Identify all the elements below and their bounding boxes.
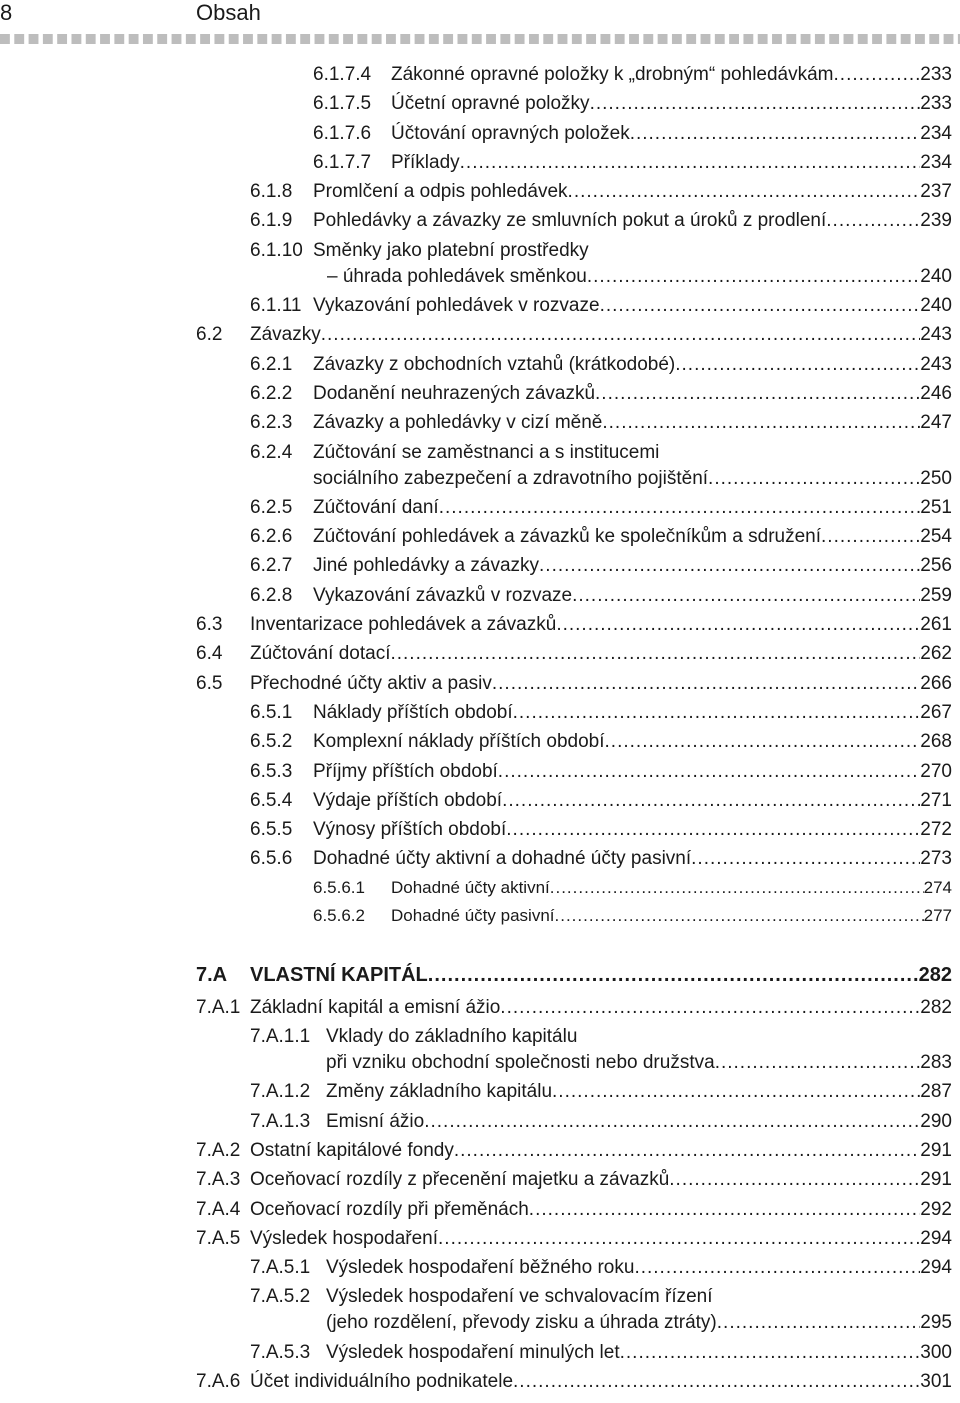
toc-entry-page: 243 [920, 324, 952, 346]
toc-entry-page: 234 [920, 151, 952, 173]
toc-entry-title: Závazky [250, 324, 321, 346]
toc-entry[interactable] [0, 962, 960, 988]
toc-entry-leader [250, 1197, 952, 1223]
toc-entry-number: 6.2.4 [250, 441, 293, 463]
dot-leader [595, 381, 920, 407]
toc-entry-leader [326, 1340, 952, 1366]
toc-entry-number: 6.5.3 [250, 760, 293, 782]
toc-entry-leader [313, 352, 952, 378]
page-header [0, 0, 960, 44]
toc-entry-title: Výsledek hospodaření běžného roku [326, 1257, 635, 1279]
toc-entry-number: 6.1.11 [250, 295, 302, 317]
toc-entry-number: 6.5.4 [250, 789, 293, 811]
toc-entry-leader [326, 1255, 952, 1281]
toc-entry-title: Účtování opravných položek [391, 122, 630, 144]
toc-entry-leader [250, 671, 952, 697]
toc-entry-number: 6.2.3 [250, 412, 293, 434]
dot-leader [502, 788, 920, 814]
toc-entry-number: 7.A.5.3 [250, 1341, 311, 1363]
toc-entry-number: 6.1.9 [250, 210, 293, 232]
toc-entry[interactable] [0, 1024, 960, 1076]
toc-entry-number: 6.5.6 [250, 848, 293, 870]
toc-entry-leader [313, 179, 952, 205]
toc-entry-title: Základní kapitál a emisní ážio [250, 996, 501, 1018]
toc-entry-title: Emisní ážio [326, 1110, 425, 1132]
toc-entry[interactable] [0, 91, 960, 117]
toc-entry[interactable] [0, 62, 960, 88]
toc-entry-title: Závazky a pohledávky v cizí měně [313, 412, 603, 434]
dot-leader [572, 583, 920, 609]
toc-entry[interactable] [0, 846, 960, 872]
toc-entry-number: 7.A.1.2 [250, 1081, 311, 1103]
toc-entry[interactable] [0, 1138, 960, 1164]
toc-entry-number: 7.A.1.1 [250, 1026, 311, 1048]
toc-entry-leader [313, 466, 952, 492]
dot-leader [498, 759, 921, 785]
toc-entry-number: 6.5.6.2 [313, 905, 365, 925]
toc-entry[interactable] [0, 641, 960, 667]
toc-entry-number: 6.1.7.6 [313, 122, 372, 144]
dot-leader [568, 179, 921, 205]
toc-entry-page: 233 [920, 64, 952, 85]
toc-entry-title: Změny základního kapitálu [326, 1081, 553, 1103]
toc-entry-number: 6.2.1 [250, 353, 293, 375]
toc-entry-number: 7.A.1 [196, 996, 241, 1018]
toc-entry[interactable] [0, 381, 960, 407]
toc-entry-page: 273 [920, 848, 952, 870]
toc-entry-number: 7.A.5.2 [250, 1286, 311, 1308]
toc-entry-title: Inventarizace pohledávek a závazků [250, 614, 557, 636]
toc-entry-leader [326, 1050, 952, 1076]
dot-leader [587, 264, 920, 290]
toc-entry-title: při vzniku obchodní společnosti nebo družstva [326, 1052, 715, 1074]
toc-entry-leader [313, 817, 952, 843]
toc-entry-page: 246 [920, 382, 952, 404]
dot-leader [513, 1369, 920, 1395]
running-title: Obsah [196, 0, 261, 25]
toc-entry[interactable] [0, 238, 960, 290]
dot-leader [826, 208, 920, 234]
toc-entry-leader [313, 293, 952, 319]
toc-entry-page: 261 [920, 614, 952, 636]
toc-entry-number: 7.A.2 [196, 1139, 241, 1161]
decorative-square-rule [0, 34, 960, 44]
toc-entry-title: VLASTNÍ KAPITÁL [250, 963, 428, 986]
toc-entry-number: 7.A.6 [196, 1371, 241, 1393]
dot-leader [321, 322, 921, 348]
toc-entry-number: 6.2.5 [250, 496, 293, 518]
dot-leader [605, 729, 921, 755]
toc-entry[interactable] [0, 729, 960, 755]
toc-entry-leader [313, 700, 952, 726]
dot-leader [556, 612, 920, 638]
toc-entry-title: Účetní opravné položky [391, 93, 590, 115]
toc-entry[interactable] [0, 612, 960, 638]
toc-entry-page: 240 [920, 265, 952, 287]
toc-entry-page: 271 [920, 789, 952, 811]
toc-entry-page: 239 [920, 210, 952, 232]
dot-leader [390, 641, 920, 667]
dot-leader [552, 1079, 920, 1105]
toc-entry-number: 6.2 [196, 324, 223, 346]
dot-leader [620, 1340, 921, 1366]
toc-entry[interactable] [0, 179, 960, 205]
toc-entry-leader [313, 410, 952, 436]
toc-entry[interactable] [0, 495, 960, 521]
page-number: 8 [0, 0, 13, 25]
toc-entry-title: Výdaje příštích období [313, 789, 503, 811]
dot-leader [821, 524, 920, 550]
toc-entry-leader [313, 553, 952, 579]
dot-leader [708, 466, 920, 492]
toc-entry-page: 233 [920, 93, 952, 115]
toc-entry-page: 243 [920, 353, 952, 375]
toc-entry-title: Příklady [391, 151, 460, 173]
dot-leader [460, 150, 921, 176]
toc-entry-title: Výsledek hospodaření [250, 1227, 439, 1249]
toc-entry-title: Výnosy příštích období [313, 819, 507, 841]
toc-entry-leader [250, 322, 952, 348]
toc-entry-leader [391, 91, 952, 117]
toc-entry[interactable] [0, 903, 960, 929]
toc-entry-title: Dohadné účty pasivní [391, 905, 555, 925]
toc-entry-page: 294 [920, 1257, 952, 1279]
toc-entry[interactable] [0, 995, 960, 1021]
dot-leader [529, 1197, 921, 1223]
dot-leader [539, 553, 920, 579]
toc-entry-leader [250, 995, 952, 1021]
dot-leader [630, 121, 921, 147]
toc-entry-leader [313, 788, 952, 814]
toc-entry-page: 277 [923, 905, 952, 925]
dot-leader [555, 903, 924, 929]
toc-entry-page: 274 [923, 877, 952, 897]
toc-entry-number: 6.2.7 [250, 555, 293, 577]
toc-entry-title: Zúčtování dotací [250, 643, 391, 665]
table-of-contents [0, 62, 960, 1395]
toc-entry[interactable] [0, 1079, 960, 1105]
toc-entry[interactable] [0, 553, 960, 579]
toc-entry-number: 6.5.5 [250, 819, 293, 841]
dot-leader [438, 1226, 920, 1252]
toc-entry[interactable] [0, 583, 960, 609]
toc-entry-leader [250, 1167, 952, 1193]
toc-entry[interactable] [0, 293, 960, 319]
toc-entry-leader [250, 1226, 952, 1252]
toc-entry-leader [391, 875, 952, 901]
toc-entry-leader [313, 381, 952, 407]
dot-leader [600, 293, 921, 319]
toc-entry[interactable] [0, 410, 960, 436]
toc-entry-leader [313, 729, 952, 755]
dot-leader [590, 91, 921, 117]
dot-leader [602, 410, 920, 436]
toc-entry-number: 7.A [196, 963, 228, 986]
toc-entry[interactable] [0, 817, 960, 843]
dot-leader [715, 1050, 921, 1076]
dot-leader [675, 352, 920, 378]
toc-entry-title: Zúčtování pohledávek a závazků ke společníkům a sdružení [313, 526, 822, 548]
toc-entry-title: Dohadné účty aktivní [391, 877, 550, 897]
dot-leader [439, 495, 921, 521]
toc-entry-leader [250, 641, 952, 667]
toc-entry-leader [250, 1369, 952, 1395]
dot-leader [834, 62, 921, 88]
toc-entry-page: 250 [920, 467, 952, 489]
toc-entry-page: 290 [920, 1110, 952, 1132]
toc-entry-page: 272 [920, 819, 952, 841]
toc-entry-title: Oceňovací rozdíly z přecenění majetku a závazků [250, 1169, 670, 1191]
dot-leader [513, 700, 921, 726]
toc-entry-page: 256 [920, 555, 952, 577]
toc-entry[interactable] [0, 1167, 960, 1193]
toc-entry-leader [391, 150, 952, 176]
toc-entry-leader [391, 903, 952, 929]
toc-entry-title-line1: Směnky jako platební prostředky [313, 239, 589, 261]
toc-entry[interactable] [0, 208, 960, 234]
toc-entry-page: 287 [920, 1081, 952, 1103]
toc-entry-number: 6.5.6.1 [313, 877, 365, 897]
toc-entry-title: Dodanění neuhrazených závazků [313, 382, 596, 404]
toc-entry[interactable] [0, 524, 960, 550]
toc-entry-title: Výsledek hospodaření minulých let [326, 1341, 620, 1363]
toc-entry-page: 237 [920, 181, 952, 203]
dot-leader [691, 846, 920, 872]
toc-entry-number: 6.1.8 [250, 181, 293, 203]
toc-entry-title: Vykazování pohledávek v rozvaze [313, 295, 600, 317]
toc-entry-page: 270 [920, 760, 952, 782]
toc-entry-title-line1: Výsledek hospodaření ve schvalovacím řízení [326, 1286, 713, 1308]
toc-entry-leader [313, 208, 952, 234]
toc-entry-page: 268 [920, 731, 952, 753]
toc-entry-page: 234 [920, 122, 952, 144]
toc-entry-number: 6.5.1 [250, 701, 293, 723]
toc-entry-number: 7.A.5 [196, 1227, 241, 1249]
toc-entry-number: 6.1.7.4 [313, 64, 372, 85]
toc-entry-number: 6.1.10 [250, 239, 303, 261]
toc-entry-title: Náklady příštích období [313, 701, 513, 723]
toc-entry-number: 6.2.8 [250, 584, 293, 606]
toc-entry-leader [313, 524, 952, 550]
dot-leader [669, 1167, 920, 1193]
toc-entry-page: 254 [920, 526, 952, 548]
toc-entry-number: 7.A.4 [196, 1198, 241, 1220]
dot-leader [492, 671, 920, 697]
toc-entry-number: 6.3 [196, 614, 223, 636]
toc-entry-title: Jiné pohledávky a závazky [313, 555, 540, 577]
toc-entry-page: 291 [920, 1169, 952, 1191]
toc-entry-leader [327, 264, 952, 290]
toc-entry[interactable] [0, 788, 960, 814]
toc-entry[interactable] [0, 759, 960, 785]
toc-entry-page: 294 [920, 1227, 952, 1249]
toc-entry[interactable] [0, 440, 960, 492]
toc-entry-page: 282 [918, 963, 952, 986]
toc-entry[interactable] [0, 1340, 960, 1366]
toc-entry[interactable] [0, 1284, 960, 1336]
toc-entry-number: 6.5 [196, 672, 223, 694]
toc-entry-title-line1: Vklady do základního kapitálu [326, 1026, 578, 1048]
toc-entry-page: 247 [920, 412, 952, 434]
toc-entry-number: 6.2.2 [250, 382, 293, 404]
toc-entry-page: 262 [920, 643, 952, 665]
dot-leader [506, 817, 920, 843]
toc-entry-number: 6.5.2 [250, 731, 293, 753]
toc-entry-page: 283 [920, 1052, 952, 1074]
toc-entry-number: 6.2.6 [250, 526, 293, 548]
toc-entry-number: 6.1.7.7 [313, 151, 372, 173]
toc-entry-number: 7.A.1.3 [250, 1110, 311, 1132]
toc-entry-leader [313, 583, 952, 609]
toc-entry-page: 292 [920, 1198, 952, 1220]
toc-entry-title-line1: Zúčtování se zaměstnanci a s institucemi [313, 441, 660, 463]
toc-entry-leader [326, 1079, 952, 1105]
toc-entry[interactable] [0, 1197, 960, 1223]
toc-entry[interactable] [0, 322, 960, 348]
toc-entry-number: 7.A.5.1 [250, 1257, 311, 1279]
toc-entry-title: Vykazování závazků v rozvaze [313, 584, 573, 606]
toc-entry-page: 251 [920, 496, 952, 518]
toc-entry-page: 259 [920, 584, 952, 606]
toc-entry-title: sociálního zabezpečení a zdravotního pojištění [313, 467, 709, 489]
toc-entry-page: 266 [920, 672, 952, 694]
toc-entry-page: 295 [920, 1312, 952, 1334]
toc-entry[interactable] [0, 700, 960, 726]
toc-entry-page: 300 [920, 1341, 952, 1363]
dot-leader [550, 875, 924, 901]
toc-entry-title: Zúčtování daní [313, 496, 439, 518]
toc-entry-title: Ostatní kapitálové fondy [250, 1139, 454, 1161]
toc-entry-number: 6.4 [196, 643, 223, 665]
toc-entry-title: Příjmy příštích období [313, 760, 498, 782]
toc-entry-page: 282 [920, 996, 952, 1018]
toc-entry-page: 240 [920, 295, 952, 317]
dot-leader [500, 995, 920, 1021]
toc-entry[interactable] [0, 150, 960, 176]
toc-entry[interactable] [0, 1369, 960, 1395]
toc-entry-leader [313, 495, 952, 521]
dot-leader [634, 1255, 920, 1281]
dot-leader [454, 1138, 920, 1164]
toc-entry[interactable] [0, 352, 960, 378]
toc-entry[interactable] [0, 1226, 960, 1252]
dot-leader [717, 1310, 921, 1336]
toc-entry-leader [313, 846, 952, 872]
toc-entry-number: 7.A.3 [196, 1169, 241, 1191]
toc-entry-leader [250, 612, 952, 638]
toc-entry-title: – úhrada pohledávek směnkou [327, 265, 587, 287]
toc-entry-title: Dohadné účty aktivní a dohadné účty pasivní [313, 848, 692, 870]
toc-entry-number: 6.1.7.5 [313, 93, 372, 115]
toc-entry[interactable] [0, 1255, 960, 1281]
toc-entry-page: 301 [920, 1371, 952, 1393]
toc-entry-leader [391, 121, 952, 147]
toc-entry-leader [326, 1109, 952, 1135]
toc-entry-leader [391, 62, 952, 88]
toc-entry-leader [313, 759, 952, 785]
toc-entry-page: 291 [920, 1139, 952, 1161]
toc-entry-title: Účet individuálního podnikatele [250, 1371, 514, 1393]
toc-entry-leader [326, 1310, 952, 1336]
toc-entry-title: Přechodné účty aktiv a pasiv [250, 672, 492, 694]
toc-entry-title: Komplexní náklady příštích období [313, 731, 605, 753]
dot-leader [424, 1109, 920, 1135]
toc-entry-title: Promlčení a odpis pohledávek [313, 181, 568, 203]
toc-entry[interactable] [0, 875, 960, 901]
toc-entry-title: Zákonné opravné položky k „drobným“ pohledávkám [391, 64, 834, 85]
toc-entry-page: 267 [920, 701, 952, 723]
dot-leader [428, 962, 919, 988]
toc-entry-title: Závazky z obchodních vztahů (krátkodobé) [313, 353, 676, 375]
toc-entry-title: Oceňovací rozdíly při přeměnách [250, 1198, 529, 1220]
toc-entry-title: Pohledávky a závazky ze smluvních pokut a úroků z prodlení [313, 210, 827, 232]
toc-entry-leader [250, 962, 952, 988]
toc-entry[interactable] [0, 671, 960, 697]
toc-entry[interactable] [0, 121, 960, 147]
toc-entry[interactable] [0, 1109, 960, 1135]
toc-entry-leader [250, 1138, 952, 1164]
toc-entry-title: (jeho rozdělení, převody zisku a úhrada ztráty) [326, 1312, 717, 1334]
